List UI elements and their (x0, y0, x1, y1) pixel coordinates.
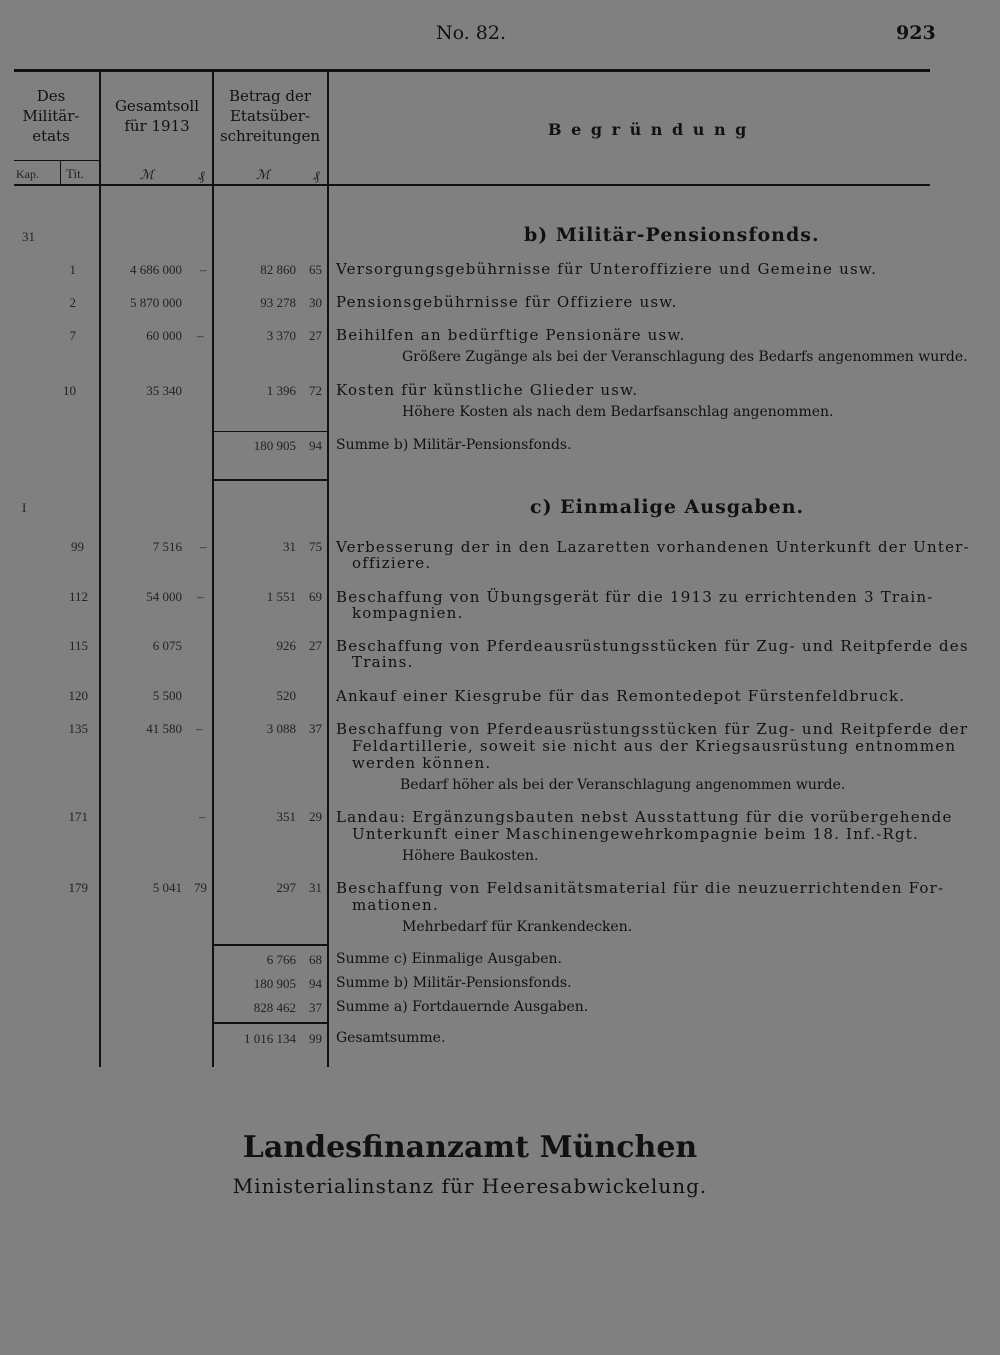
section-c-kap: I (22, 500, 27, 515)
table-row-tit: 135 (68, 721, 88, 736)
table-row-note: Mehrbedarf für Krankendecken. (402, 919, 633, 935)
kap-tit-divider (60, 160, 61, 184)
total-m: 1 016 134 (244, 1031, 296, 1046)
header-betrag-mark: ℳ (256, 168, 270, 183)
table-row-betrag-pf: 30 (309, 295, 322, 310)
sum-b-repeat-pf: 94 (309, 976, 322, 991)
table-row-betrag-m: 3 370 (266, 328, 296, 343)
table-row-text: Beschaffung von Pferdeausrüstungsstücken für Zug- und Reitpferde des (336, 637, 969, 655)
col-divider-2 (212, 72, 214, 1067)
header-gesamtsoll: Gesamtsoll für 1913 (114, 97, 200, 135)
table-row-betrag-m: 351 (276, 809, 296, 824)
table-row-soll-m: 60 000 (146, 328, 182, 343)
table-row-betrag-pf: 31 (309, 880, 322, 895)
sum-b-label: Summe b) Militär-Pensionsfonds. (336, 437, 572, 453)
total-pf: 99 (309, 1031, 322, 1046)
table-row-note: Größere Zugänge als bei der Veranschlagung des Bedarfs angenommen wurde. (402, 349, 968, 365)
table-row-tit: 115 (68, 638, 88, 653)
table-row-soll-m: 41 580 (146, 721, 182, 736)
table-row-text: Beschaffung von Übungsgerät für die 1913 zu errichtenden 3 Train- (336, 588, 934, 606)
table-row-tit: 171 (68, 809, 88, 824)
table-row-text: Beschaffung von Pferdeausrüstungsstücken für Zug- und Reitpferde der (336, 720, 969, 738)
table-row-text: Beihilfen an bedürftige Pensionäre usw. (336, 326, 686, 344)
table-row-betrag-m: 82 860 (260, 262, 296, 277)
table-row-text: Verbesserung der in den Lazaretten vorhandenen Unterkunft der Unter- (336, 538, 970, 556)
sum-a-label: Summe a) Fortdauernde Ausgaben. (336, 999, 589, 1015)
table-row-soll-pf: – (200, 262, 207, 277)
total-rule (214, 1022, 327, 1024)
sum-c-m: 6 766 (266, 952, 296, 967)
table-row-betrag-pf: 65 (309, 262, 322, 277)
sum-a-pf: 37 (309, 1000, 322, 1015)
table-row-soll-m: 6 075 (152, 638, 182, 653)
col-divider-1 (99, 72, 101, 1067)
table-row-text-cont: mationen. (352, 896, 439, 914)
header-begruendung: B e g r ü n d u n g (548, 120, 749, 139)
table-row-text: Kosten für künstliche Glieder usw. (336, 381, 639, 399)
table-row-soll-m: 7 516 (152, 539, 182, 554)
table-row-note: Höhere Baukosten. (402, 848, 539, 864)
header-betrag-pf: ₰ (313, 169, 320, 184)
sum-b-pf: 94 (309, 438, 322, 453)
table-row-text: Ankauf einer Kiesgrube für das Remontedepot Fürstenfeldbruck. (336, 687, 906, 705)
header-militaer-etats: Des Militär-etats (22, 87, 80, 145)
header-soll-mark: ℳ (140, 168, 154, 183)
table-row-betrag-m: 1 551 (266, 589, 296, 604)
table-row-betrag-pf: 29 (309, 809, 322, 824)
table-row-text-cont: Unterkunft einer Maschinengewehrkompagnie beim 18. Inf.-Rgt. (352, 825, 919, 843)
sum-b-repeat-m: 180 905 (253, 976, 296, 991)
table-row-tit: 2 (69, 295, 76, 310)
table-row-betrag-pf: 75 (309, 539, 322, 554)
sum-a-m: 828 462 (253, 1000, 296, 1015)
sum-b-repeat-label: Summe b) Militär-Pensionsfonds. (336, 975, 572, 991)
table-row-note: Höhere Kosten als nach dem Bedarfsanschlag angenommen. (402, 404, 834, 420)
page-number: 923 (896, 22, 936, 44)
sum-b-m: 180 905 (253, 438, 296, 453)
table-row-tit: 99 (71, 539, 84, 554)
table-row-betrag-pf: 27 (309, 638, 322, 653)
sum-c-rule (214, 944, 327, 946)
section-b-title: b) Militär-Pensionsfonds. (524, 224, 820, 246)
table-row-tit: 1 (69, 262, 76, 277)
table-row-soll-pf: – (199, 809, 206, 824)
header-soll-pf: ₰ (198, 169, 205, 184)
table-row-text-cont: kompagnien. (352, 604, 464, 622)
page-header-number: No. 82. (436, 22, 507, 44)
table-row-tit: 112 (68, 589, 88, 604)
table-row-text: Landau: Ergänzungsbauten nebst Ausstattung für die vorübergehende (336, 808, 953, 826)
table-row-betrag-pf: 72 (309, 383, 322, 398)
header-kap: Kap. (16, 167, 39, 181)
table-top-rule (14, 69, 930, 72)
table-row-text-cont: offiziere. (352, 554, 432, 572)
table-row-soll-pf: – (197, 328, 204, 343)
table-row-tit: 10 (63, 383, 76, 398)
table-row-tit: 7 (69, 328, 76, 343)
table-row-soll-m: 35 340 (146, 383, 182, 398)
table-row-betrag-pf: 37 (309, 721, 322, 736)
table-row-betrag-m: 926 (276, 638, 296, 653)
table-row-betrag-pf: 27 (309, 328, 322, 343)
table-row-text: Versorgungsgebührnisse für Unteroffiziere und Gemeine usw. (336, 260, 878, 278)
table-row-soll-m: 5 500 (152, 688, 182, 703)
table-row-soll-pf: 79 (194, 880, 207, 895)
table-row-text-cont: Trains. (352, 653, 414, 671)
col-divider-3 (327, 72, 329, 1067)
table-row-betrag-m: 93 278 (260, 295, 296, 310)
table-row-text: Beschaffung von Feldsanitätsmaterial für die neuzuerrichtenden For- (336, 879, 945, 897)
table-row-betrag-m: 297 (276, 880, 296, 895)
sum-b-rule (214, 431, 327, 432)
table-row-tit: 120 (68, 688, 88, 703)
table-row-text-cont: Feldartillerie, soweit sie nicht aus der Kriegsausrüstung entnommen (352, 737, 957, 755)
table-row-betrag-m: 31 (283, 539, 296, 554)
table-row-betrag-pf: 69 (309, 589, 322, 604)
footer-subtitle: Ministerialinstanz für Heeresabwickelung. (232, 1174, 708, 1198)
section-c-title: c) Einmalige Ausgaben. (530, 496, 805, 518)
table-row-soll-m: 4 686 000 (130, 262, 182, 277)
table-row-soll-pf: – (197, 589, 204, 604)
table-row-text: Pensionsgebührnisse für Offiziere usw. (336, 293, 678, 311)
etats-sub-rule (14, 160, 99, 161)
footer-authority: Landesfinanzamt München (242, 1130, 698, 1165)
table-row-betrag-m: 520 (276, 688, 296, 703)
header-betrag: Betrag der Etatsüber-schreitungen (219, 87, 321, 145)
table-header-rule (14, 184, 930, 186)
table-row-text-cont: werden können. (352, 754, 492, 772)
section-b-kap: 31 (22, 229, 35, 244)
table-row-tit: 179 (68, 880, 88, 895)
table-row-soll-m: 5 870 000 (130, 295, 182, 310)
sum-b-double-rule (214, 479, 327, 481)
table-row-soll-m: 54 000 (146, 589, 182, 604)
table-row-soll-pf: – (196, 721, 203, 736)
total-label: Gesamtsumme. (336, 1030, 446, 1046)
sum-c-label: Summe c) Einmalige Ausgaben. (336, 951, 562, 967)
table-row-soll-m: 5 041 (152, 880, 182, 895)
table-row-betrag-m: 1 396 (266, 383, 296, 398)
header-tit: Tit. (66, 166, 84, 181)
table-row-betrag-m: 3 088 (266, 721, 296, 736)
table-row-soll-pf: – (200, 539, 207, 554)
table-row-note: Bedarf höher als bei der Veranschlagung angenommen wurde. (400, 777, 846, 793)
sum-c-pf: 68 (309, 952, 322, 967)
